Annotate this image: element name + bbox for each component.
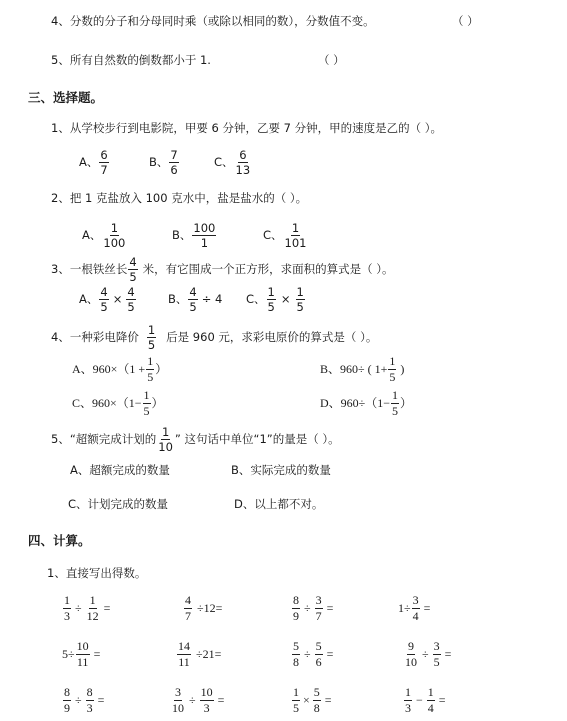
fraction: $\frac{4}{5}$ [100,285,108,315]
option-label: A、 [82,227,102,242]
option-text: ) [400,362,405,377]
stem-text: 3、一根铁丝长 [51,261,128,276]
operator: × [280,291,291,306]
calc-item [183,594,222,622]
calc-item [62,686,104,714]
operator: ÷ [304,647,311,662]
fraction: $\frac{1}{5}$ [296,285,304,315]
fraction: $\frac{1}{10}$ [158,425,173,455]
fraction: $\frac{6}{13}$ [235,148,251,178]
stem-text: 4、一种彩电降价 [51,329,139,344]
option-label: C、 [246,291,266,306]
equals: = [438,693,446,708]
q5-option-b[interactable]: B、实际完成的数量 [231,463,331,477]
fraction: $\frac{10}{11}$ [76,639,89,669]
fraction: $\frac{1}{5}$ [143,388,150,418]
calc-item [176,640,221,668]
calc-item [62,594,110,622]
fraction: $\frac{1}{5}$ [392,388,399,418]
question-4-stem [51,324,377,351]
fraction: $\frac{5}{6}$ [315,639,322,669]
equals: = [97,693,105,708]
q4-option-b[interactable] [320,355,404,383]
fraction: $\frac{3}{10}$ [172,685,184,715]
calc-item [291,686,332,714]
q5-option-a[interactable]: A、超额完成的数量 [70,463,170,477]
equals: = [103,601,111,616]
fraction: $\frac{14}{11}$ [178,639,190,669]
operator: ÷ [422,647,429,662]
option-label: C、 [263,227,283,242]
fraction: $\frac{1}{5}$ [147,323,156,353]
fraction: $\frac{1}{5}$ [267,285,275,315]
option-label: B、 [149,154,169,169]
question-2-stem: 2、把 1 克盐放入 100 克水中，盐是盐水的（ ）。 [51,191,308,205]
q5-option-d[interactable]: D、以上都不对。 [234,497,324,511]
operator: ÷21= [196,647,222,662]
section-title: 四、计算。 [28,533,91,548]
calc-item [403,686,446,714]
fraction: $\frac{8}{9}$ [64,685,70,715]
operand: 1÷ [398,601,411,616]
option-text: D、960÷（1− [320,396,391,411]
q4-option-c[interactable] [72,389,164,417]
item-number: 4、 [51,14,70,28]
option-label: B、 [168,291,188,306]
q2-option-b[interactable] [172,222,217,249]
fraction: $\frac{3}{5}$ [433,639,440,669]
q1-option-a[interactable] [79,149,110,176]
operator: ÷12= [197,601,223,616]
equals: = [423,601,431,616]
operator: × [303,693,310,708]
option-text: ） [155,362,168,377]
stem-text: 后是 960 元，求彩电原价的算式是（ ）。 [166,329,378,344]
fraction: $\frac{7}{6}$ [170,148,178,178]
q3-option-c[interactable] [246,286,306,313]
stem-text: 米，有它围成一个正方形，求面积的算式是（ ）。 [142,261,394,276]
equals: = [217,693,225,708]
question-5-stem [51,426,340,453]
operator: ÷ [75,601,82,616]
option-text: ） [400,396,413,411]
operand: 5÷ [62,647,75,662]
operator: ÷ [189,693,196,708]
fraction: $\frac{1}{5}$ [293,685,299,715]
q2-option-c[interactable] [263,222,308,249]
fraction: $\frac{1}{100}$ [103,221,126,251]
fraction: $\frac{1}{101}$ [284,221,307,251]
q2-option-a[interactable] [82,222,127,249]
fraction: $\frac{5}{8}$ [293,639,299,669]
fraction: $\frac{1}{5}$ [389,354,396,384]
fraction: $\frac{4}{5}$ [189,285,197,315]
q4-option-a[interactable] [72,355,167,383]
fraction: $\frac{8}{9}$ [293,593,299,623]
fraction: $\frac{6}{7}$ [100,148,108,178]
question-3-stem [51,256,394,283]
calc-item [291,594,333,622]
fraction: $\frac{1}{5}$ [147,354,154,384]
operator: × [112,291,123,306]
option-label: B、 [172,227,192,242]
option-label: A、 [79,291,99,306]
fraction: $\frac{4}{7}$ [185,593,191,623]
fraction: $\frac{10}{3}$ [200,685,213,715]
q1-option-c[interactable] [214,149,252,176]
q5-option-c[interactable]: C、计划完成的数量 [68,497,169,511]
option-text: C、960×（1− [72,396,142,411]
stem-text: 5、“超额完成计划的 [51,431,157,446]
option-text: ） [151,396,164,411]
fraction: $\frac{3}{7}$ [315,593,322,623]
section-title: 三、选择题。 [28,90,104,105]
option-text: A、960×（1 + [72,362,146,377]
fraction: $\frac{1}{3}$ [64,593,70,623]
calc-item [170,686,224,714]
calc-item [62,640,100,668]
stem-text: ” 这句话中单位“1”的量是（ ）。 [174,431,340,446]
tf-item-4 [51,16,375,28]
fraction: $\frac{4}{5}$ [129,255,137,285]
fraction: $\frac{3}{4}$ [412,593,419,623]
fraction: $\frac{1}{12}$ [86,593,99,623]
fraction: $\frac{100}{1}$ [193,221,216,251]
equals: = [324,693,332,708]
option-label: C、 [214,154,234,169]
operator: − [416,693,423,708]
fraction: $\frac{4}{5}$ [127,285,135,315]
equals: = [326,601,334,616]
q3-option-b[interactable] [168,286,222,313]
equals: = [326,647,334,662]
item-text: 分数的分子和分母同时乘（或除以相同的数），分数值不变。 [69,14,375,28]
calc-item [398,594,430,622]
operator: ÷ [75,693,82,708]
fraction: $\frac{1}{3}$ [405,685,411,715]
operator: ÷ 4 [201,291,223,306]
equals: = [93,647,101,662]
calc-instruction: 1、直接写出得数。 [47,566,147,580]
fraction: $\frac{1}{4}$ [427,685,434,715]
fraction: $\frac{5}{8}$ [313,685,320,715]
answer-blank[interactable]: （ ） [318,53,345,67]
q1-option-b[interactable] [149,149,180,176]
fraction: $\frac{9}{10}$ [405,639,417,669]
option-label: A、 [79,154,99,169]
calc-item [403,640,451,668]
question-1-stem: 1、从学校步行到电影院，甲要 6 分钟，乙要 7 分钟，甲的速度是乙的（ ）。 [51,121,442,135]
fraction: $\frac{8}{3}$ [86,685,93,715]
q4-option-d[interactable] [320,389,412,417]
option-text: B、960÷ ( 1+ [320,362,388,377]
operator: ÷ [304,601,311,616]
item-text: 所有自然数的倒数都小于 1. [69,53,211,67]
calc-item [291,640,333,668]
item-number: 5、 [51,53,70,67]
equals: = [444,647,452,662]
q3-option-a[interactable] [79,286,137,313]
answer-blank[interactable]: （ ） [452,14,479,28]
tf-item-5 [51,55,211,67]
